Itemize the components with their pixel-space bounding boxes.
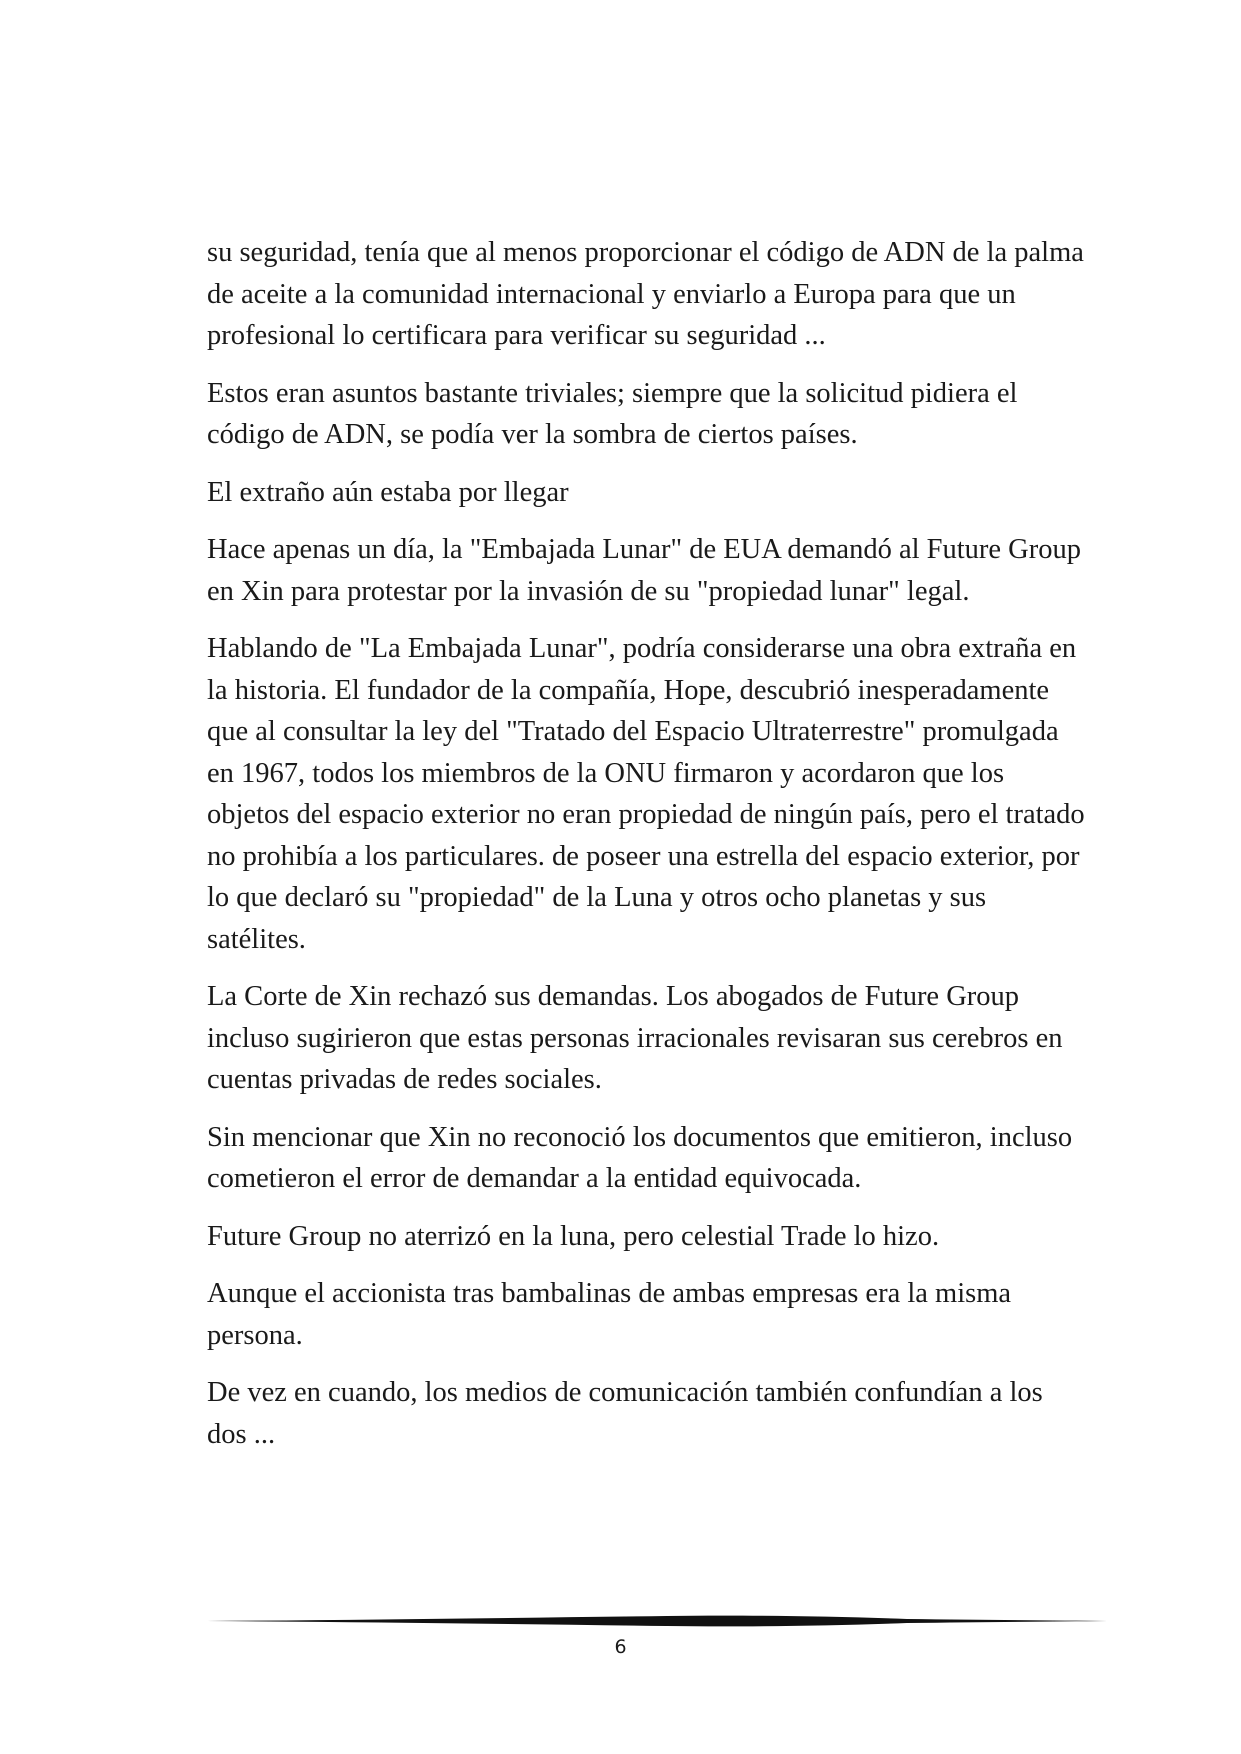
paragraph-8: Future Group no aterrizó en la luna, pero celestial Trade lo hizo. bbox=[207, 1220, 940, 1252]
page-number: 6 bbox=[614, 1636, 627, 1658]
paragraph-5: Hablando de "La Embajada Lunar", podría considerarse una obra extraña en la historia. El fundador de la compañía, Hope, descubrió inesperadamente que al consultar la ley del "Tratado del Espacio Ultraterrestre" promulgada en 1967, todos los miembros de la ONU firmaron y acordaron que los objetos del espacio exterior no eran propiedad de ningún país, pero el tratado no prohibía a los particulares. de poseer una estrella del espacio exterior, por lo que declaró su "propiedad" de la Luna y otros ocho planetas y sus satélites. bbox=[207, 633, 1085, 955]
body-text bbox=[207, 232, 1087, 1471]
paragraph-7: Sin mencionar que Xin no reconoció los documentos que emitieron, incluso cometieron el error de demandar a la entidad equivocada. bbox=[207, 1121, 1073, 1194]
footer-divider bbox=[207, 1614, 1107, 1628]
paragraph-9: Aunque el accionista tras bambalinas de ambas empresas era la misma persona. bbox=[207, 1278, 1012, 1351]
paragraph-3: El extraño aún estaba por llegar bbox=[207, 476, 569, 508]
paragraph-10: De vez en cuando, los medios de comunicación también confundían a los dos ... bbox=[207, 1377, 1043, 1450]
paragraph-4: Hace apenas un día, la "Embajada Lunar" de EUA demandó al Future Group en Xin para protestar por la invasión de su "propiedad lunar" legal. bbox=[207, 534, 1082, 607]
paragraph-6: La Corte de Xin rechazó sus demandas. Los abogados de Future Group incluso sugirieron que estas personas irracionales revisaran sus cerebros en cuentas privadas de redes sociales. bbox=[207, 981, 1063, 1095]
paragraph-2: Estos eran asuntos bastante triviales; siempre que la solicitud pidiera el código de ADN, se podía ver la sombra de ciertos países. bbox=[207, 377, 1018, 450]
paragraph-1: su seguridad, tenía que al menos proporcionar el código de ADN de la palma de aceite a la comunidad internacional y enviarlo a Europa para que un profesional lo certificara para verificar su seguridad ... bbox=[207, 237, 1084, 351]
